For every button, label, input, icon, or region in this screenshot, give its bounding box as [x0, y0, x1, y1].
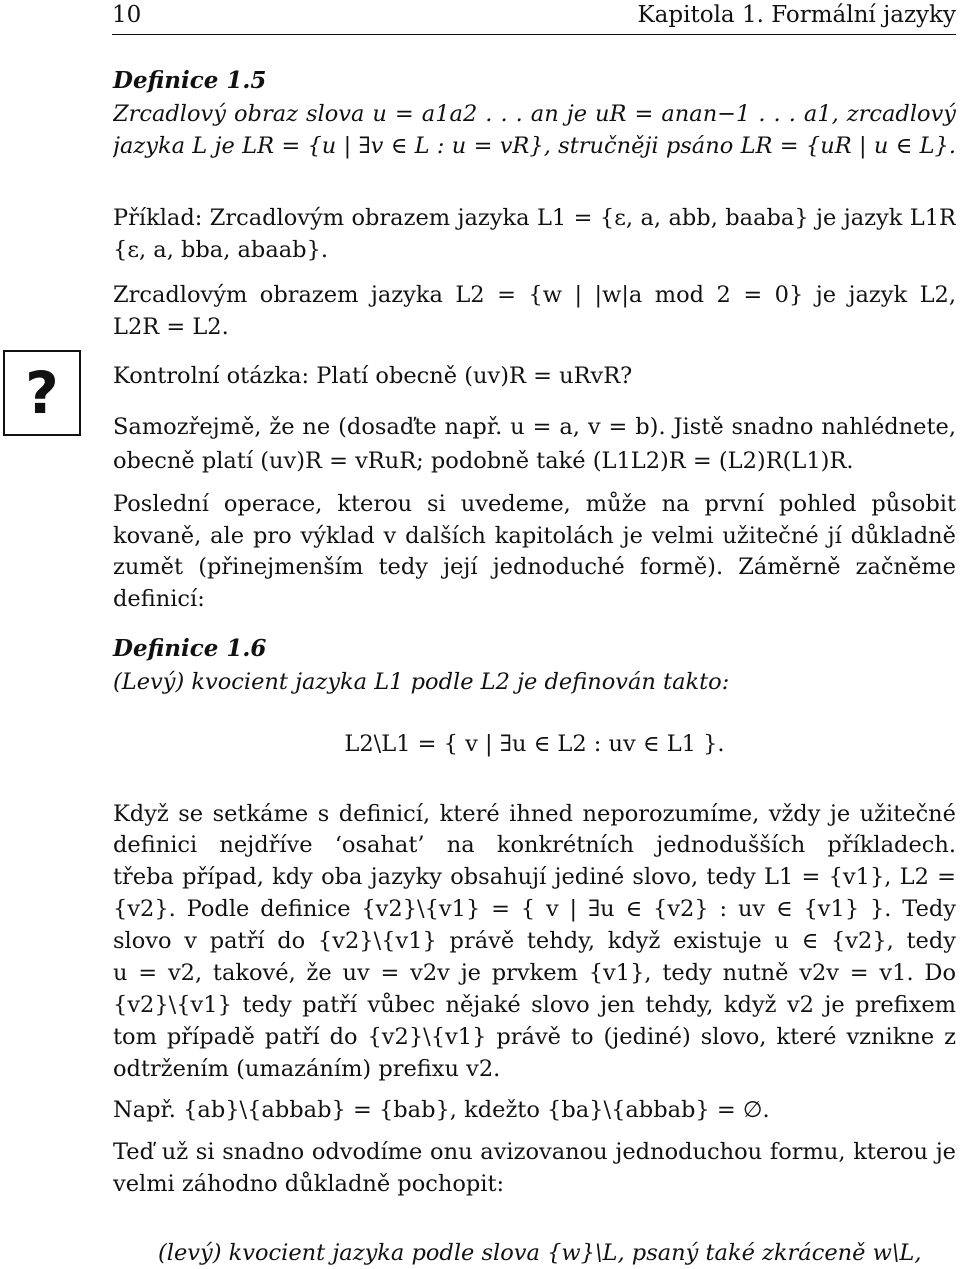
- example-line: {ε, a, bba, abaab}.: [113, 237, 329, 263]
- definition-line: jazyka L je LR = {u | ∃v ∈ L : u = vR}, stručněji psáno LR = {uR | u ∈ L}.: [113, 133, 956, 159]
- paragraph-line: Teď už si snadno odvodíme onu avizovanou jednoduchou formu, kterou je: [113, 1139, 956, 1165]
- example-line: L2R = L2.: [113, 314, 229, 340]
- question-glyph: ?: [25, 359, 59, 427]
- definition-heading: Definice 1.6: [113, 635, 267, 662]
- definition-heading: Definice 1.5: [113, 67, 267, 94]
- paragraph-line: tom případě patří do {v2}\{v1} právě to (jediné) slovo, které vznikne z: [113, 1024, 956, 1050]
- control-question: Kontrolní otázka: Platí obecně (uv)R = uRvR?: [113, 363, 633, 389]
- paragraph-line: u = v2, takové, že uv = v2v je prvkem {v1}, tedy nutně v2v = v1. Do: [113, 960, 956, 986]
- definition-line: Zrcadlový obraz slova u = a1a2 . . . an je uR = anan−1 . . . a1, zrcadlový: [113, 101, 956, 127]
- paragraph-line: třeba případ, kdy oba jazyky obsahují jediné slovo, tedy L1 = {v1}, L2 =: [113, 864, 956, 890]
- quotient-formula: L2\L1 = { v | ∃u ∈ L2 : uv ∈ L1 }.: [344, 731, 725, 757]
- page-header: [112, 2, 956, 35]
- paragraph-line: velmi záhodno důkladně pochopit:: [113, 1171, 505, 1197]
- example-line: Např. {ab}\{abbab} = {bab}, kdežto {ba}\{abbab} = ∅.: [113, 1097, 770, 1123]
- page-number: 10: [112, 2, 142, 28]
- paragraph-line: definicí:: [113, 586, 205, 612]
- paragraph-line: Poslední operace, kterou si uvedeme, může na první pohled působit: [113, 491, 956, 517]
- paragraph-line: kovaně, ale pro výklad v dalších kapitolách je velmi užitečné jí důkladně: [113, 523, 956, 549]
- paragraph-line: odtržením (umazáním) prefixu v2.: [113, 1056, 501, 1082]
- paragraph-line: zumět (přinejmenším tedy její jednoduché formě). Záměrně začněme: [113, 554, 956, 580]
- paragraph-line: {v2}\{v1} tedy patří vůbec nějaké slovo jen tehdy, když v2 je prefixem: [113, 992, 956, 1018]
- definition-line: (Levý) kvocient jazyka L1 podle L2 je definován takto:: [113, 669, 730, 695]
- example-line: Zrcadlovým obrazem jazyka L2 = {w | |w|a mod 2 = 0} je jazyk L2,: [113, 282, 956, 308]
- paragraph-line: Když se setkáme s definicí, které ihned neporozumíme, vždy je užitečné: [113, 801, 956, 827]
- answer-line: Samozřejmě, že ne (dosaďte např. u = a, v = b). Jistě snadno nahlédnete,: [113, 414, 956, 440]
- chapter-title: Kapitola 1. Formální jazyky: [637, 2, 956, 28]
- paragraph-line: definici nejdříve ‘osahat’ na konkrétních jednodušších příkladech.: [113, 832, 956, 858]
- paragraph-line: slovo v patří do {v2}\{v1} právě tehdy, když existuje u ∈ {v2}, tedy: [113, 928, 956, 954]
- word-quotient-formula: (levý) kvocient jazyka podle slova {w}\L, psaný také zkráceně w\L,: [158, 1240, 922, 1266]
- example-line: Příklad: Zrcadlovým obrazem jazyka L1 = {ε, a, abb, baaba} je jazyk L1R: [113, 205, 956, 231]
- paragraph-line: {v2}. Podle definice {v2}\{v1} = { v | ∃u ∈ {v2} : uv ∈ {v1} }. Tedy: [113, 896, 956, 922]
- answer-line: obecně platí (uv)R = vRuR; podobně také (L1L2)R = (L2)R(L1)R.: [113, 448, 854, 474]
- question-mark-icon: [3, 350, 81, 436]
